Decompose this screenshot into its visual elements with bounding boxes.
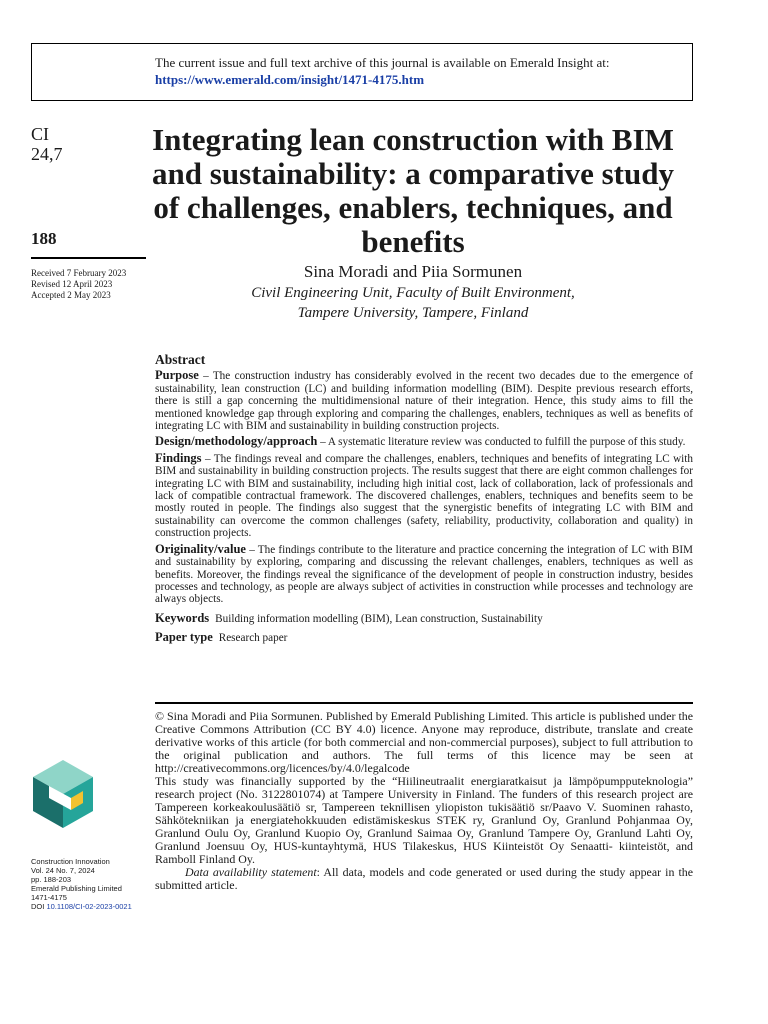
purpose-label: Purpose	[155, 368, 199, 383]
pub-publisher: Emerald Publishing Limited	[31, 884, 122, 893]
affiliation-line-1: Civil Engineering Unit, Faculty of Built Environment,	[251, 285, 575, 301]
abstract-paper-type	[155, 631, 693, 644]
paper-type-label: Paper type	[155, 630, 213, 645]
design-label: Design/methodology/approach	[155, 434, 318, 449]
pub-volume: Vol. 24 No. 7, 2024	[31, 866, 95, 875]
abstract-heading: Abstract	[155, 352, 206, 367]
pub-issn: 1471-4175	[31, 893, 67, 902]
abstract-design	[155, 435, 693, 448]
pub-journal: Construction Innovation	[31, 857, 110, 866]
pub-pages: pp. 188-203	[31, 875, 72, 884]
data-availability-paragraph	[155, 866, 693, 892]
page-number: 188	[31, 229, 57, 248]
article-dates	[31, 268, 126, 301]
abstract-purpose	[155, 369, 693, 432]
doi-link[interactable]: 10.1108/CI-02-2023-0021	[46, 902, 132, 911]
funding-paragraph: This study was financially supported by the “Hiilineutraalit energiaratkaisut ja lämpöpumpputeknologia” research project (No. 3122801074) at Tampere University in Finland. The funders of this research project are Tampereen korkeakoulusäätiö sr, Tampereen teknillisen yliopiston tukisäätiö sr/Paavo V. Suominen rahasto, Sähkötekniikan ja energiatehokkuuden edistämiskeskus STEK ry, Granlund Oy, Granlund Pohjanmaa Oy, Granlund Oulu Oy, Granlund Kuopio Oy, Granlund Saimaa Oy, Granlund Tampere Oy, Granlund Lahti Oy, Granlund Joensuu Oy, HUS-kuntayhtymä, HUS Tilakeskus, HUS Kiinteistöt Oy Senaatti- kiinteistöt, and Ramboll Finland Oy.	[155, 774, 693, 866]
article-authors: Sina Moradi and Piia Sormunen	[303, 262, 523, 281]
abstract-section	[155, 354, 693, 648]
date-received: Received 7 February 2023	[31, 268, 127, 278]
originality-label: Originality/value	[155, 541, 246, 556]
abstract-findings	[155, 452, 693, 540]
date-accepted: Accepted 2 May 2023	[31, 290, 111, 300]
design-text: – A systematic literature review was conducted to fulfill the purpose of this study.	[317, 436, 686, 449]
keywords-text: Building information modelling (BIM), Lean construction, Sustainability	[215, 612, 543, 625]
license-section	[155, 710, 693, 892]
margin-rule	[31, 257, 146, 259]
data-availability-label: Data availability statement	[185, 865, 317, 879]
journal-url-link[interactable]: https://www.emerald.com/insight/1471-4175.htm	[155, 72, 425, 87]
journal-code	[31, 124, 63, 164]
doi-label: DOI	[31, 902, 45, 911]
purpose-text: – The construction industry has considerably evolved in the recent two decades due to the emergence of sustainability, lean construction (LC) and building information modelling (BIM). Despite previous research efforts, there is still a gap concerning the multidimensional nature of their integration. Hence, this study aims to fill the mentioned knowledge gap through exploring and comparing the challenges, enablers, techniques as well as benefits of integrating LC with BIM and sustainability in building construction projects.	[155, 370, 693, 433]
publisher-logo-icon	[31, 758, 95, 830]
journal-notice-box	[31, 43, 693, 101]
affiliation-line-2: Tampere University, Tampere, Finland	[297, 305, 529, 321]
abstract-keywords	[155, 612, 693, 625]
findings-label: Findings	[155, 450, 202, 465]
author-affiliation	[150, 283, 676, 323]
originality-text: – The findings contribute to the literature and practice concerning the integration of LC with BIM and sustainability by exploring, comparing and discussing the relevant challenges, enablers, techniques as well as benefits. Moreover, the findings reveal the significance of the development of people in construction industry, besides processes and technology, as people are always subject of activities in construction while processes and technology are always objects.	[155, 543, 693, 606]
paper-type-text: Research paper	[218, 632, 288, 645]
section-divider	[155, 702, 693, 704]
journal-volume: 24,7	[31, 144, 63, 164]
publication-info	[31, 857, 132, 911]
keywords-label: Keywords	[155, 610, 210, 625]
notice-text: The current issue and full text archive of this journal is available on Emerald Insight at:	[155, 55, 610, 70]
date-revised: Revised 12 April 2023	[31, 279, 113, 289]
findings-text: – The findings reveal and compare the challenges, enablers, techniques and benefits of integrating LC with BIM and sustainability in building construction projects. The results suggest that there are eight common challenges for integrating LC with BIM and sustainability, including high initial cost, lack of collaboration, lack of professionals and lack of compatible contractual framework. The discovered challenges, enablers, techniques and benefits seem to be mostly routed in people. The findings also suggest that the synergistic benefits of integrating LC with BIM and sustainability can overcome the common challenges (safety, reliability, productivity, collaboration and quality) in construction projects.	[155, 452, 693, 540]
article-title: Integrating lean construction with BIM and sustainability: a comparative study of challenges, enablers, techniques, and benefits	[152, 122, 674, 259]
pub-doi-line	[31, 902, 132, 911]
journal-abbrev: CI	[31, 124, 49, 144]
abstract-originality	[155, 543, 693, 606]
data-availability-text: : All data, models and code generated or used during the study appear in the submitted article.	[155, 865, 693, 892]
license-paragraph: © Sina Moradi and Piia Sormunen. Published by Emerald Publishing Limited. This article is published under the Creative Commons Attribution (CC BY 4.0) licence. Anyone may reproduce, distribute, translate and create derivative works of this article (for both commercial and non-commercial purposes), subject to full attribution to the original publication and authors. The full terms of this licence may be seen at http://creativecommons.org/licences/by/4.0/legalcode	[155, 709, 693, 775]
